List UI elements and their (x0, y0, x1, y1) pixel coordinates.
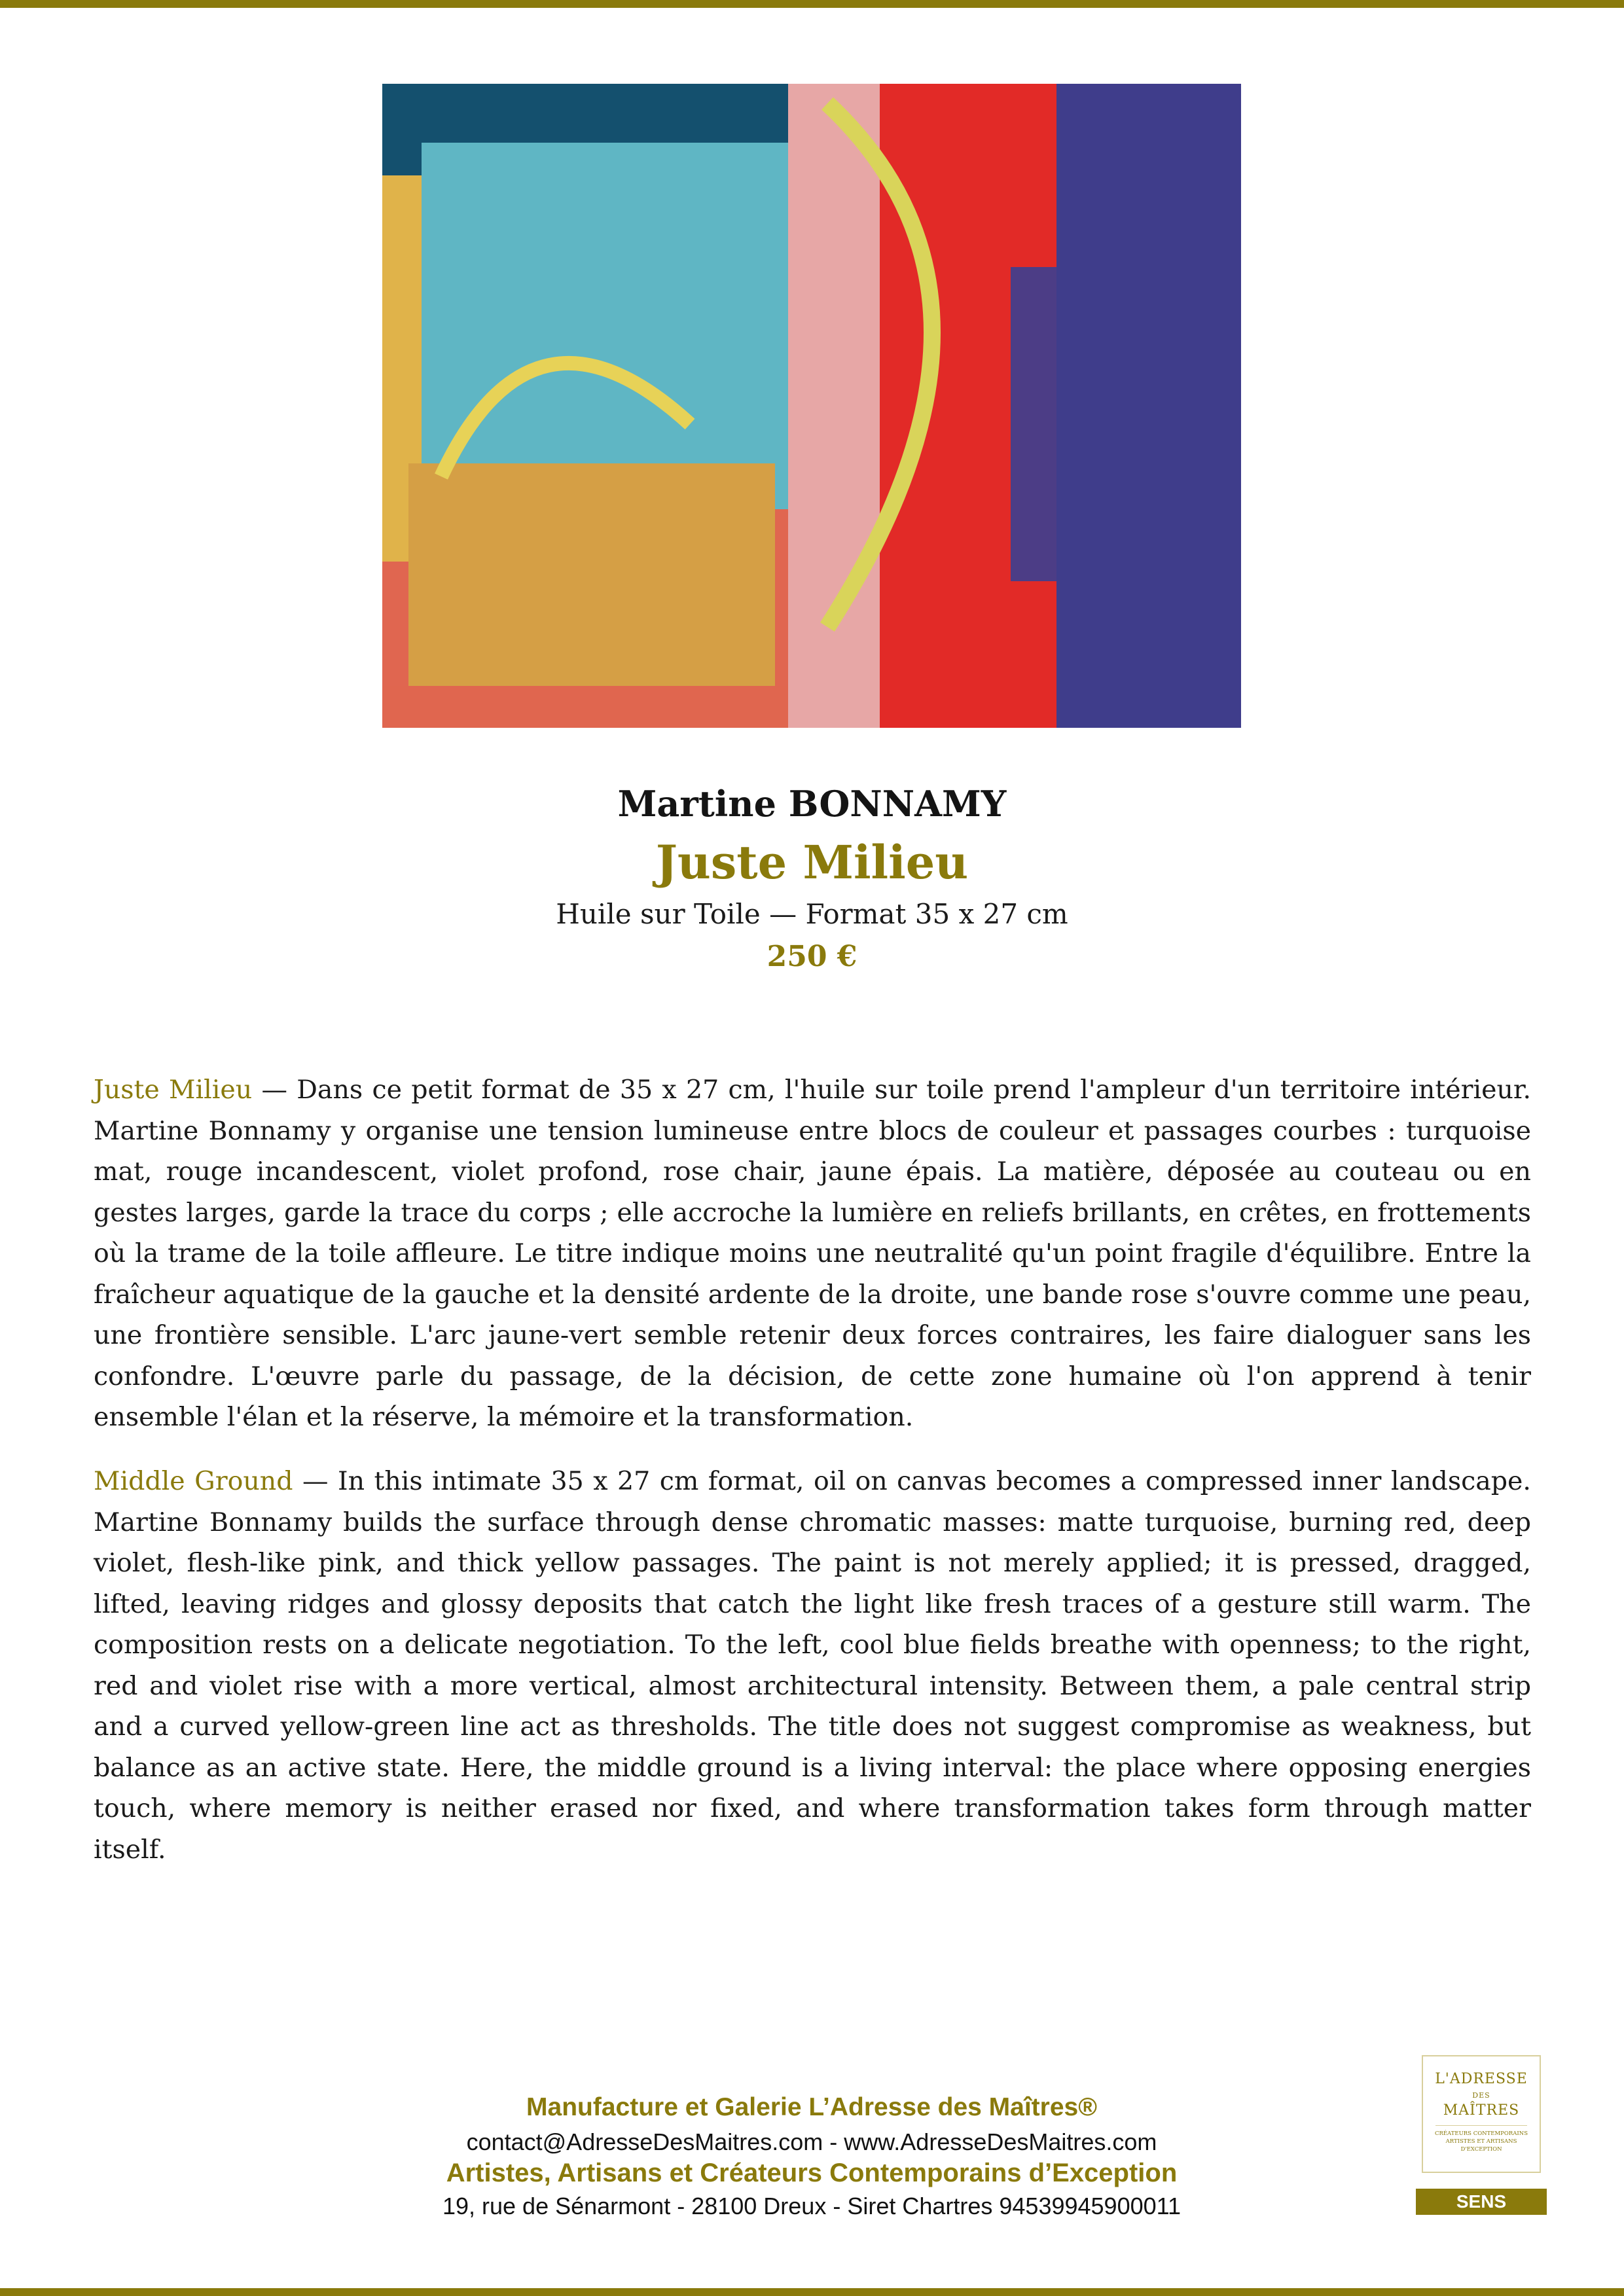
description-english-text: — In this intimate 35 x 27 cm format, oil on canvas becomes a compressed inner landscape. Martine Bonnamy builds the surface through dense chromatic masses: matte turquoise, burning red, deep violet, flesh-like pink, and thick yellow passages. The paint is not merely applied; it is pressed, dragged, lifted, leaving ridges and glossy deposits that catch the light like fresh traces of a gesture still warm. The composition rests on a delicate negotiation. To the left, cool blue fields breathe with openness; to the right, red and violet rise with a more vertical, almost architectural intensity. Between them, a pale central strip and a curved yellow-green line act as thresholds. The title does not suggest compromise as weakness, but balance as an active state. Here, the middle ground is a living interval: the place where opposing energies touch, where memory is neither erased nor fixed, and where transformation takes form through matter itself. (94, 1466, 1531, 1865)
gallery-logo (1422, 2055, 1541, 2173)
logo-line-2: DES (1472, 2091, 1490, 2100)
logo-line-4: CRÉATEURS CONTEMPORAINS ARTISTES ET ARTISANS D'EXCEPTION (1434, 2130, 1528, 2153)
abstract-painting-image (382, 84, 1241, 728)
description-french (94, 1069, 1531, 1438)
footer-tagline: Artistes, Artisans et Créateurs Contemporains d’Exception (446, 2159, 1178, 2187)
logo-line-3: MAÎTRES (1443, 2102, 1520, 2119)
description-french-text: — Dans ce petit format de 35 x 27 cm, l'huile sur toile prend l'ampleur d'un territoire intérieur. Martine Bonnamy y organise une tension lumineuse entre blocs de couleur et passages courbes : turquoise mat, rouge incandescent, violet profond, rose chair, jaune épais. La matière, déposée au couteau ou en gestes larges, garde la trace du corps ; elle accroche la lumière en reliefs brillants, en crêtes, en frottements où la trame de la toile affleure. Le titre indique moins une neutralité qu'un point fragile d'équilibre. Entre la fraîcheur aquatique de la gauche et la densité ardente de la droite, une bande rose s'ouvre comme une peau, une frontière sensible. L'arc jaune-vert semble retenir deux forces contraires, les faire dialoguer sans les confondre. L'œuvre parle du passage, de la décision, de cette zone humaine où l'on apprend à tenir ensemble l'élan et la réserve, la mémoire et la transformation. (94, 1075, 1532, 1432)
footer-gallery-name: Manufacture et Galerie L’Adresse des Maîtres® (526, 2093, 1097, 2121)
top-border-rule (0, 0, 1624, 8)
footer-address: 19, rue de Sénarmont - 28100 Dreux - Siret Chartres 94539945900011 (442, 2193, 1182, 2219)
bottom-border-rule (0, 2288, 1624, 2296)
description-english (94, 1461, 1531, 1870)
artwork-medium-format: Huile sur Toile — Format 35 x 27 cm (556, 898, 1068, 930)
description-french-lead: Juste Milieu (94, 1075, 253, 1105)
description-english-lead: Middle Ground (94, 1466, 293, 1496)
artwork-title: Juste Milieu (655, 835, 969, 889)
sens-badge: SENS (1416, 2189, 1547, 2215)
logo-line-1: L'ADRESSE (1435, 2071, 1528, 2087)
artwork-price: 250 € (767, 940, 857, 973)
footer-contact: contact@AdresseDesMaitres.com - www.AdresseDesMaitres.com (466, 2128, 1157, 2155)
logo-divider (1435, 2125, 1527, 2126)
artist-name: Martine BONNAMY (617, 783, 1007, 825)
